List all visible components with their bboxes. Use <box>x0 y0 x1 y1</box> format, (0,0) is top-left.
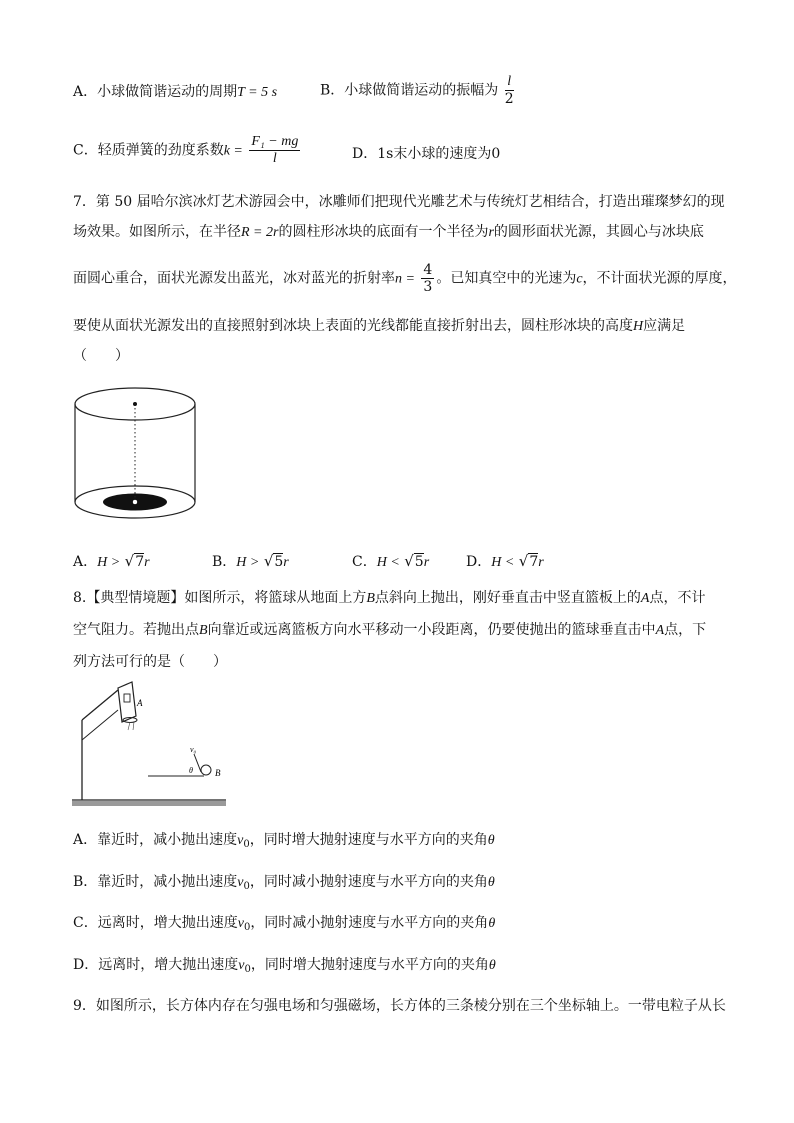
q6-option-c-fraction: $\frac{\text{F₁ − mg}}{l}$ <box>251 134 299 166</box>
ground-hatch <box>72 801 226 806</box>
target-square <box>124 694 130 702</box>
q6-option-a-label: A．小球做简谐运动的周期 <box>73 84 238 100</box>
q8-line-2: 空气阻力。若抛出点B向靠近或远离篮板方向水平移动一小段距离，仍要使抛出的篮球垂直击中A点，下 <box>73 622 707 638</box>
bottom-center-mark <box>133 500 137 504</box>
q6-option-b-label: B．小球做简谐运动的振幅为 <box>320 82 499 99</box>
q7-line-3: 面圆心重合，面状光源发出蓝光，冰对蓝光的折射率n = $\frac{4}{3}$ 。已知真空中的光速为c，不计面状光源的厚度， <box>73 262 737 295</box>
q6-option-b-fraction: $\frac{l}{2}$ <box>504 74 514 107</box>
q8-line-1: 8.【典型情境题】如图所示，将篮球从地面上方B点斜向上抛出，刚好垂直击中竖直篮板上的A点，不计 <box>73 590 706 606</box>
q6-option-a-expr: T = 5 s <box>237 85 278 100</box>
q8-option-d: D．远离时，增大抛出速度$v_0$，同时增大抛射速度与水平方向的夹角θ <box>73 957 496 975</box>
velocity-arrow <box>194 754 201 772</box>
q7-option-c: C．H < √5r <box>352 552 430 570</box>
q9-line-1: 9．如图所示，长方体内存在匀强电场和匀强磁场，长方体的三条棱分别在三个坐标轴上。一带电粒子从长 <box>73 998 726 1014</box>
point-b-label: B <box>215 768 221 778</box>
q8-line-3: 列方法可行的是（ ） <box>73 654 227 670</box>
q6-option-b <box>320 74 516 107</box>
q7-cylinder-figure <box>72 385 198 535</box>
q7-line-4: 要使从面状光源发出的直接照射到冰块上表面的光线都能直接折射出去，圆柱形冰块的高度H应满足 <box>73 318 686 334</box>
pole-arm <box>82 690 118 720</box>
q8-option-c: C．远离时，增大抛出速度$v_0$，同时减小抛射速度与水平方向的夹角θ <box>73 915 496 933</box>
q8-basketball-figure <box>70 680 230 810</box>
q8-option-b: B．靠近时，减小抛出速度$v_0$，同时减小抛射速度与水平方向的夹角θ <box>73 874 495 892</box>
point-a-label: A <box>137 698 143 708</box>
theta-label: θ <box>189 766 193 775</box>
q6-option-c-label: C．轻质弹簧的劲度系数 <box>73 142 224 159</box>
v0-label: v₀ <box>190 745 197 754</box>
basketball <box>201 765 211 775</box>
q7-line-2: 场效果。如图所示，在半径R = 2r的圆柱形冰块的底面有一个半径为r的圆形面状光源，其圆心与冰块底 <box>73 224 704 240</box>
q6-option-c: C．轻质弹簧的劲度系数k = $\frac{\text{F₁ − mg}}{l}$ <box>73 134 299 166</box>
top-center-dot <box>133 402 137 406</box>
q7-option-b: B．H > √5r <box>212 552 289 570</box>
q7-option-a: A．H > √7r <box>73 552 150 570</box>
pole-brace <box>82 710 118 740</box>
q7-line-1: 7．第 50 届哈尔滨冰灯艺术游园会中，冰雕师们把现代光雕艺术与传统灯艺相结合，打造出璀璨梦幻的现 <box>73 194 725 210</box>
q7-option-d: D．H < √7r <box>466 552 544 570</box>
q7-line-5: （ ） <box>73 348 129 364</box>
q8-option-a: A．靠近时，减小抛出速度$v_0$，同时增大抛射速度与水平方向的夹角θ <box>73 832 495 850</box>
q7-refraction-fraction: $\frac{4}{3}$ <box>423 262 433 295</box>
q6-option-a <box>73 82 277 103</box>
q6-option-d: D．1s末小球的速度为0 <box>352 146 501 162</box>
